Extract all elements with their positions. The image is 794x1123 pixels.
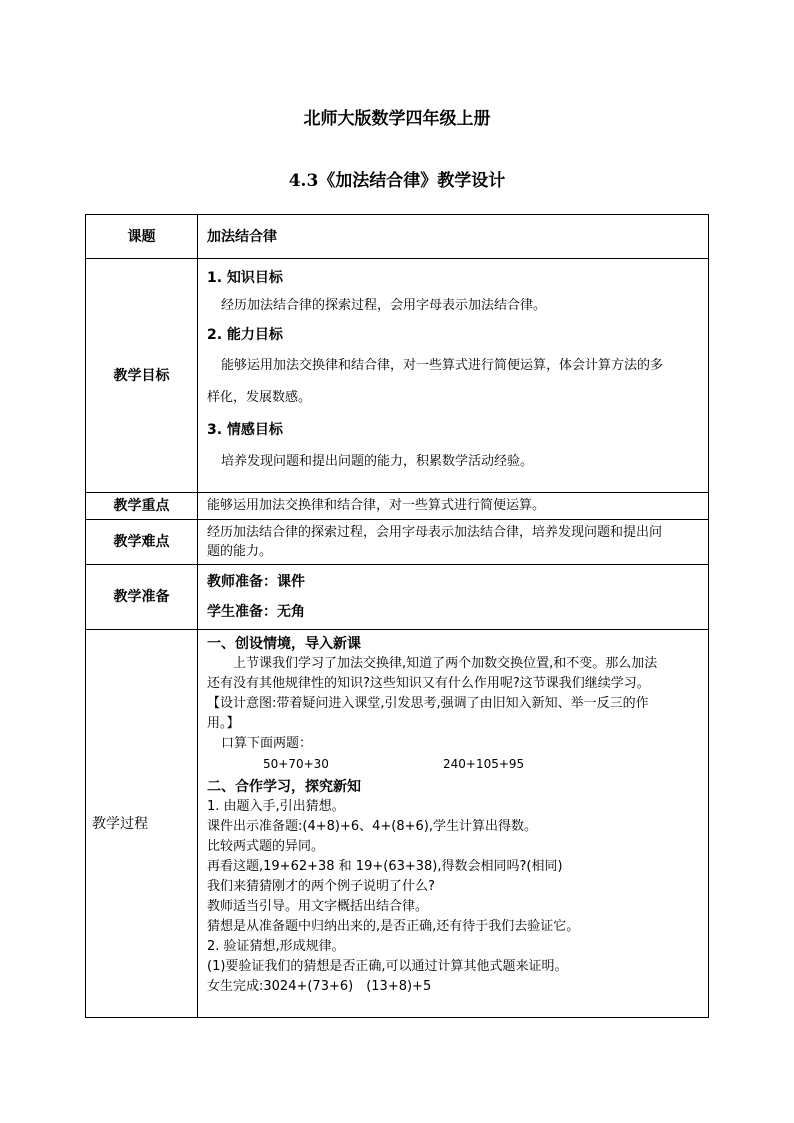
s1-para-1b: 还有没有其他规律性的知识?这些知识又有什么作用呢?这节课我们继续学习。 [207, 676, 650, 691]
topic-value: 加法结合律 [198, 215, 709, 259]
key-value: 能够运用加法交换律和结合律，对一些算式进行简便运算。 [198, 493, 709, 520]
key-row [86, 493, 709, 520]
goal-text-knowledge: 经历加法结合律的探索过程，会用字母表示加法结合律。 [221, 298, 547, 313]
section-1-title: 一、创设情境，导入新课 [207, 636, 361, 652]
s2-line-1: 1. 由题入手,引出猜想。 [207, 799, 345, 814]
goals-row [86, 259, 709, 493]
s2-line-7: 猜想是从准备题中归纳出来的,是否正确,还有待于我们去验证它。 [207, 919, 580, 934]
s2-line-3: 比较两式题的异同。 [207, 839, 325, 854]
process-label: 教学过程 [86, 630, 198, 1018]
s2-line-4: 再看这题,19+62+38 和 19+(63+38),得数会相同吗?(相同) [207, 859, 563, 874]
oral-math-row [207, 754, 708, 774]
s1-para-2b: 用。】 [207, 716, 240, 731]
prep-content [198, 565, 709, 630]
process-row [86, 630, 709, 1018]
difficulty-content [198, 520, 709, 565]
topic-label: 课题 [86, 215, 198, 259]
s2-line-9: (1)要验证我们的猜想是否正确,可以通过计算其他式题来证明。 [207, 959, 568, 974]
s2-line-8: 2. 验证猜想,形成规律。 [207, 939, 345, 954]
key-label: 教学重点 [86, 493, 198, 520]
prep-row [86, 565, 709, 630]
goal-heading-knowledge: 1. 知识目标 [207, 270, 283, 286]
goal-heading-ability: 2. 能力目标 [207, 327, 283, 343]
difficulty-row [86, 520, 709, 565]
s1-para-2a: 【设计意图:带着疑问进入课堂,引发思考,强调了由旧知入新知、举一反三的作 [207, 696, 649, 711]
goal-text-emotion: 培养发现问题和提出问题的能力，积累数学活动经验。 [221, 454, 534, 469]
goal-text-ability-1: 能够运用加法交换律和结合律，对一些算式进行简便运算，体会计算方法的多 [221, 358, 664, 373]
document-subtitle: 4.3《加法结合律》教学设计 [288, 171, 506, 191]
process-content [198, 630, 709, 1018]
difficulty-line-1: 经历加法结合律的探索过程，会用字母表示加法结合律，培养发现问题和提出问 [207, 525, 663, 540]
s2-line-2: 课件出示准备题:(4+8)+6、4+(8+6),学生计算出得数。 [207, 819, 537, 834]
prep-teacher: 教师准备：课件 [207, 574, 305, 590]
s2-line-5: 我们来猜猜刚才的两个例子说明了什么? [207, 879, 435, 894]
difficulty-label: 教学难点 [86, 520, 198, 565]
s1-para-3: 口算下面两题： [221, 736, 313, 751]
oral-math-2: 240+105+95 [443, 757, 525, 771]
goal-heading-emotion: 3. 情感目标 [207, 422, 283, 438]
section-2-title: 二、合作学习，探究新知 [207, 779, 361, 795]
topic-row [86, 215, 709, 259]
s1-para-1a: 上节课我们学习了加法交换律,知道了两个加数交换位置,和不变。那么加法 [233, 656, 658, 671]
goals-content [198, 259, 709, 493]
prep-label: 教学准备 [86, 565, 198, 630]
goals-label: 教学目标 [86, 259, 198, 493]
s2-line-6: 教师适当引导。用文字概括出结合律。 [207, 899, 429, 914]
lesson-plan-table [85, 214, 709, 1018]
prep-student: 学生准备：无角 [207, 604, 305, 620]
s2-line-10: 女生完成:3024+(73+6) (13+8)+5 [207, 979, 432, 994]
oral-math-1: 50+70+30 [263, 757, 329, 771]
goal-text-ability-2: 样化，发展数感。 [207, 390, 312, 405]
document-title: 北师大版数学四年级上册 [303, 109, 491, 129]
difficulty-line-2: 题的能力。 [207, 544, 273, 559]
